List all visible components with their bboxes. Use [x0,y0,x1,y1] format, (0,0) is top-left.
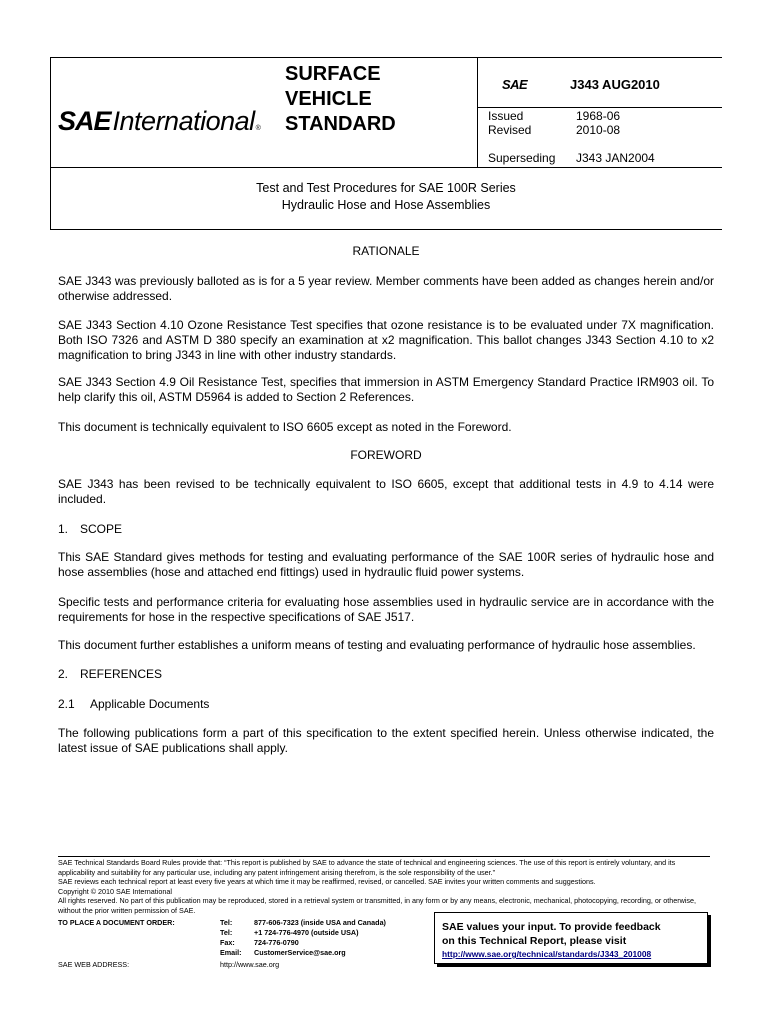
web-label: SAE WEB ADDRESS: [58,960,130,969]
references-paragraph: The following publications form a part of this specification to the extent specified herein. Unless otherwise indicated, the latest issue of SAE publications shall apply. [58,726,714,755]
issued-label: Issued [488,109,524,123]
superseding-label: Superseding [488,151,556,165]
fax-number: 724-776-0790 [254,938,299,947]
header-middle-rule [50,167,722,168]
email-label: Email: [220,948,242,957]
footer-rights: All rights reserved. No part of this publication may be reproduced, stored in a retrieval system or transmitted, in any form or by any means, electronic, mechanical, photocopying, recording, or otherwise, without the prior written permission of SAE. [58,896,696,915]
scope-paragraph-2: Specific tests and performance criteria for evaluating hose assemblies used in hydraulic service are in accordance with the requirements for hose in the respective specifications of SAE J517. [58,595,714,624]
footer-rule [58,856,710,857]
doc-type-line-2: VEHICLE [285,88,372,110]
issued-value: 1968-06 [576,109,621,123]
revised-label: Revised [488,123,532,137]
rationale-heading: RATIONALE [352,244,420,258]
section-1-title: SCOPE [80,522,123,536]
feedback-text-1: SAE values your input. To provide feedback [442,921,661,933]
logo-international-text: International [112,106,255,136]
section-2-1-heading [58,697,209,711]
feedback-text-2: on this Technical Report, please visit [442,935,627,947]
rationale-paragraph-1: SAE J343 was previously balloted as is for a 5 year review. Member comments have been added as changes herein and/or otherwise addressed. [58,274,714,303]
section-2-1-title: Applicable Documents [90,697,210,711]
revised-value: 2010-08 [576,123,621,137]
logo-trademark: ® [255,125,261,132]
order-label: TO PLACE A DOCUMENT ORDER: [58,918,175,927]
footer-notice [58,858,710,916]
tel-number-2: +1 724-776-4970 (outside USA) [254,928,359,937]
section-2-title: REFERENCES [80,667,163,681]
sae-international-logo [58,106,261,138]
section-2-heading [58,667,162,681]
tel-label-1: Tel: [220,918,233,927]
document-type [285,62,396,137]
doc-type-line-1: SURFACE [285,63,381,85]
footer-review-note: SAE reviews each technical report at least every five years at which time it may be reaffirmed, revised, or cancelled. SAE invites your written comments and suggestions. [58,877,596,887]
section-2-number: 2. [58,667,69,681]
header-bottom-rule [50,229,722,230]
email-address[interactable]: CustomerService@sae.org [254,948,346,957]
feedback-box [434,912,708,964]
scope-paragraph-3: This document further establishes a uniform means of testing and evaluating performance of hydraulic hose assemblies. [58,638,696,652]
document-number: J343 AUG2010 [570,77,660,92]
rationale-paragraph-4: This document is technically equivalent to ISO 6605 except as noted in the Foreword. [58,420,512,434]
rationale-paragraph-2: SAE J343 Section 4.10 Ozone Resistance Test specifies that ozone resistance is to be evaluated under 7X magnification. Both ISO 7326 and ASTM D 380 specify an examination at x2 magnification. This ballot changes J343 Section 4.10 to x2 magnification to bring J343 in line with other industry standards. [58,318,714,362]
section-2-1-number: 2.1 [58,697,75,711]
logo-sae-text: SAE [58,106,111,136]
header-number-divider [477,107,722,108]
section-1-number: 1. [58,522,69,536]
web-address[interactable]: http://www.sae.org [220,960,280,969]
tel-label-2: Tel: [220,928,233,937]
doc-type-line-3: STANDARD [285,113,396,135]
header-vertical-divider [477,57,478,167]
sae-mark: SAE [502,77,528,92]
document-title-line-2: Hydraulic Hose and Hose Assemblies [281,198,491,212]
superseding-value: J343 JAN2004 [576,151,655,165]
feedback-link[interactable]: http://www.sae.org/technical/standards/J343_201008 [442,949,652,959]
footer-board-rules: SAE Technical Standards Board Rules provide that: “This report is published by SAE to advance the state of technical and engineering sciences. The use of this report is entirely voluntary, and its applicability and suitability for any particular use, including any patent infringement arising therefrom, is the sole responsibility of the user.” [58,858,676,877]
tel-number-1: 877-606-7323 (inside USA and Canada) [254,918,386,927]
section-1-heading [58,522,122,536]
foreword-heading: FOREWORD [350,448,422,462]
scope-paragraph-1: This SAE Standard gives methods for testing and evaluating performance of the SAE 100R series of hydraulic hose and hose assemblies (hose and attached end fittings) used in hydraulic fluid power systems. [58,550,714,579]
rationale-paragraph-3: SAE J343 Section 4.9 Oil Resistance Test, specifies that immersion in ASTM Emergency Standard Practice IRM903 oil. To help clarify this oil, ASTM D5964 is added to Section 2 References. [58,375,714,404]
foreword-paragraph: SAE J343 has been revised to be technically equivalent to ISO 6605, except that additional tests in 4.9 to 4.14 were included. [58,477,714,506]
document-title-line-1: Test and Test Procedures for SAE 100R Series [256,181,516,195]
footer-copyright: Copyright © 2010 SAE International [58,886,172,896]
header-top-rule [50,57,722,58]
fax-label: Fax: [220,938,235,947]
